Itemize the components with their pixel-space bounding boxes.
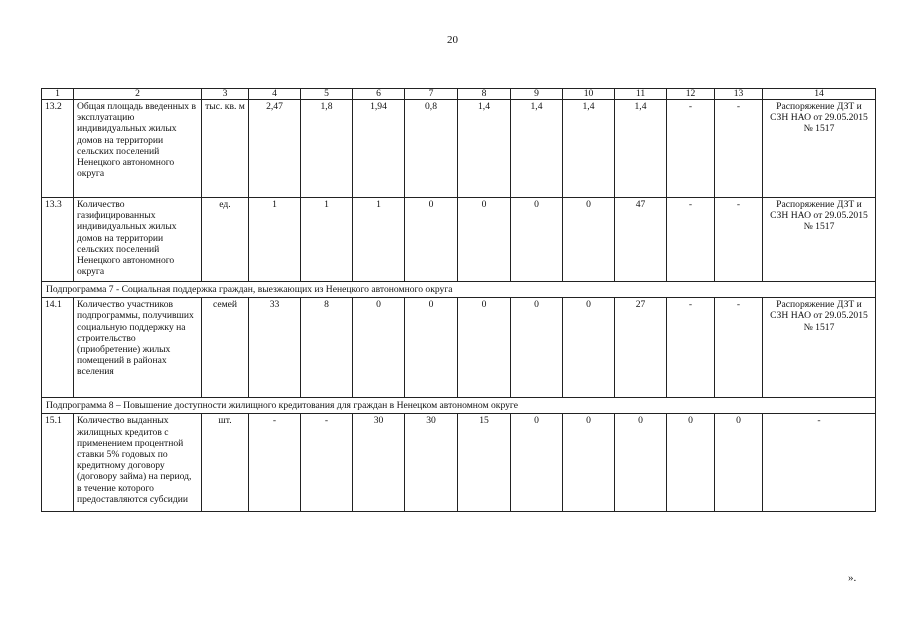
closing-mark: ». — [848, 572, 857, 584]
subprogram-title: Подпрограмма 8 – Повышение доступности жилищного кредитования для граждан в Ненецком автономном округе — [42, 398, 876, 414]
source-document: Распоряжение ДЗТ и СЗН НАО от 29.05.2015 № 1517 — [763, 298, 876, 398]
column-header-1: 1 — [42, 89, 74, 100]
column-header-6: 6 — [353, 89, 405, 100]
column-header-13: 13 — [715, 89, 763, 100]
value-cell: 15 — [458, 414, 511, 512]
value-cell: - — [249, 414, 301, 512]
column-header-14: 14 — [763, 89, 876, 100]
indicator-number: 13.2 — [42, 100, 74, 198]
value-cell: 0 — [563, 198, 615, 282]
value-cell: 1,94 — [353, 100, 405, 198]
unit-of-measure: ед. — [202, 198, 249, 282]
value-cell: 1 — [249, 198, 301, 282]
table-body — [42, 89, 876, 512]
value-cell: 47 — [615, 198, 667, 282]
column-header-5: 5 — [301, 89, 353, 100]
column-header-11: 11 — [615, 89, 667, 100]
table-row — [42, 298, 876, 398]
value-cell: 0,8 — [405, 100, 458, 198]
value-cell: - — [667, 100, 715, 198]
value-cell: 0 — [715, 414, 763, 512]
indicator-table — [41, 88, 876, 512]
value-cell: - — [715, 100, 763, 198]
value-cell: 1,4 — [563, 100, 615, 198]
value-cell: 8 — [301, 298, 353, 398]
value-cell: - — [667, 198, 715, 282]
column-header-4: 4 — [249, 89, 301, 100]
value-cell: 0 — [667, 414, 715, 512]
value-cell: 0 — [405, 298, 458, 398]
unit-of-measure: семей — [202, 298, 249, 398]
value-cell: 33 — [249, 298, 301, 398]
value-cell: 0 — [615, 414, 667, 512]
source-document: Распоряжение ДЗТ и СЗН НАО от 29.05.2015 № 1517 — [763, 100, 876, 198]
value-cell: 30 — [405, 414, 458, 512]
header-row — [42, 89, 876, 100]
table-row — [42, 198, 876, 282]
page-number: 20 — [447, 34, 458, 46]
indicator-name: Количество выданных жилищных кредитов с применением процентной ставки 5% годовых по кредитному договору (договору займа) на период, в течение которого предоставляются субсидии — [74, 414, 202, 512]
value-cell: 1 — [301, 198, 353, 282]
table-row — [42, 414, 876, 512]
value-cell: 0 — [353, 298, 405, 398]
source-document: Распоряжение ДЗТ и СЗН НАО от 29.05.2015 № 1517 — [763, 198, 876, 282]
value-cell: 1,4 — [458, 100, 511, 198]
column-header-2: 2 — [74, 89, 202, 100]
value-cell: 0 — [511, 198, 563, 282]
source-document: - — [763, 414, 876, 512]
subprogram-row — [42, 398, 876, 414]
value-cell: 1 — [353, 198, 405, 282]
value-cell: 1,4 — [615, 100, 667, 198]
value-cell: 0 — [563, 414, 615, 512]
indicator-name: Количество газифицированных индивидуальных жилых домов на территории сельских поселений Ненецкого автономного округа — [74, 198, 202, 282]
value-cell: 30 — [353, 414, 405, 512]
value-cell: - — [715, 298, 763, 398]
value-cell: - — [301, 414, 353, 512]
table-row — [42, 100, 876, 198]
indicator-number: 15.1 — [42, 414, 74, 512]
value-cell: - — [667, 298, 715, 398]
indicator-name: Общая площадь введенных в эксплуатацию индивидуальных жилых домов на территории сельских поселений Ненецкого автономного округа — [74, 100, 202, 198]
value-cell: 0 — [511, 414, 563, 512]
column-header-8: 8 — [458, 89, 511, 100]
column-header-10: 10 — [563, 89, 615, 100]
subprogram-title: Подпрограмма 7 - Социальная поддержка граждан, выезжающих из Ненецкого автономного округа — [42, 282, 876, 298]
value-cell: 1,8 — [301, 100, 353, 198]
value-cell: 1,4 — [511, 100, 563, 198]
value-cell: 2,47 — [249, 100, 301, 198]
unit-of-measure: шт. — [202, 414, 249, 512]
indicator-number: 14.1 — [42, 298, 74, 398]
value-cell: 0 — [405, 198, 458, 282]
column-header-3: 3 — [202, 89, 249, 100]
value-cell: 0 — [511, 298, 563, 398]
value-cell: 0 — [458, 198, 511, 282]
value-cell: 0 — [563, 298, 615, 398]
column-header-12: 12 — [667, 89, 715, 100]
indicator-name: Количество участников подпрограммы, получивших социальную поддержку на строительство (приобретение) жилых помещений в районах вселения — [74, 298, 202, 398]
value-cell: 27 — [615, 298, 667, 398]
subprogram-row — [42, 282, 876, 298]
value-cell: 0 — [458, 298, 511, 398]
column-header-7: 7 — [405, 89, 458, 100]
column-header-9: 9 — [511, 89, 563, 100]
value-cell: - — [715, 198, 763, 282]
unit-of-measure: тыс. кв. м — [202, 100, 249, 198]
indicator-number: 13.3 — [42, 198, 74, 282]
